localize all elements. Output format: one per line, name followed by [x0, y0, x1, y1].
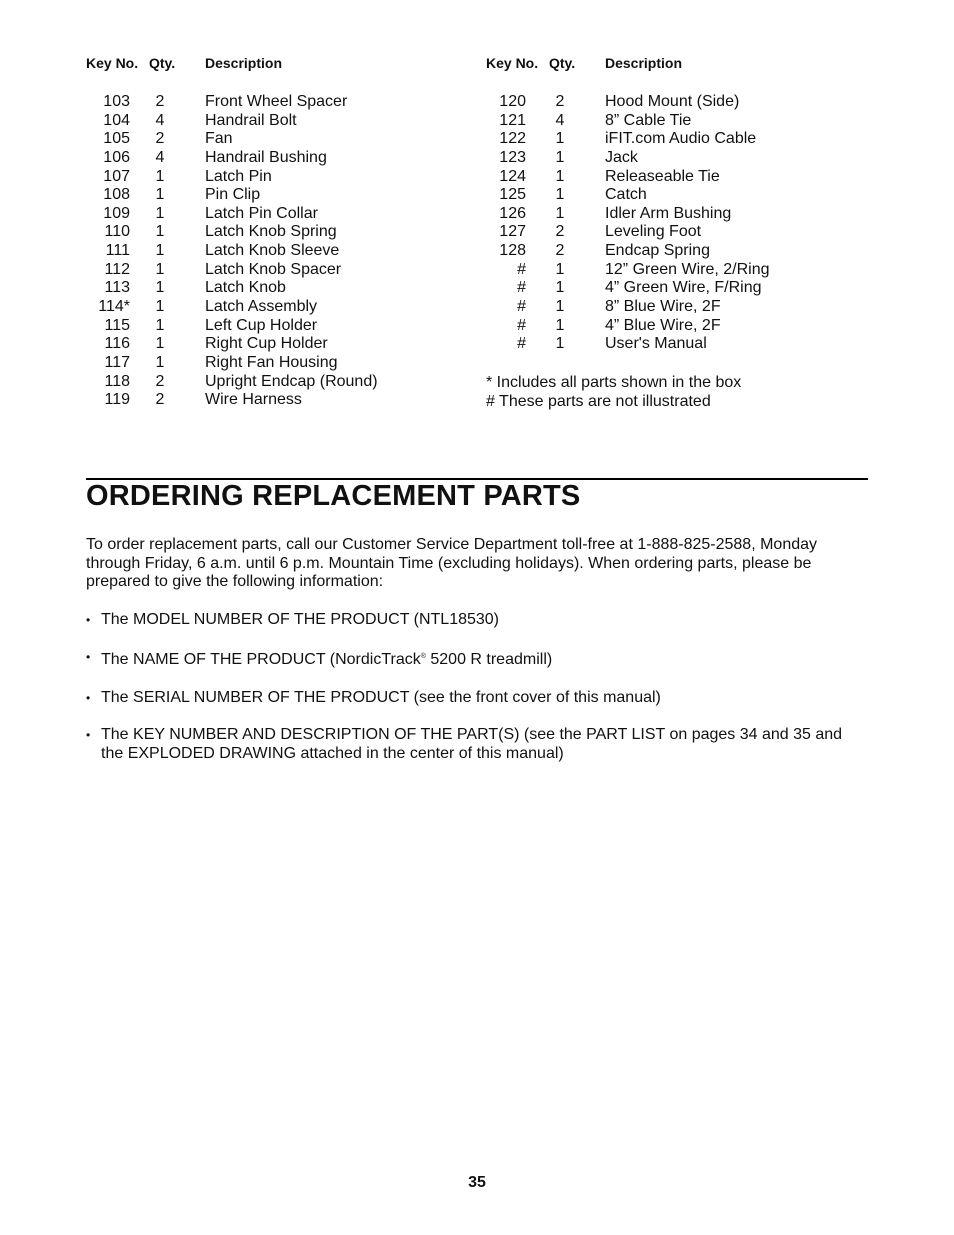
part-key-number: 126	[499, 204, 526, 222]
part-quantity: 2	[555, 242, 565, 260]
parts-list-right	[400, 93, 870, 354]
part-quantity: 1	[555, 148, 565, 166]
part-description: Latch Knob Spring	[205, 223, 337, 241]
part-description: Handrail Bolt	[205, 111, 297, 129]
part-quantity: 1	[155, 242, 165, 260]
part-quantity: 1	[555, 298, 565, 316]
part-quantity: 1	[155, 167, 165, 185]
footnote-hash: # These parts are not illustrated	[486, 393, 711, 410]
part-key-number: 111	[105, 242, 130, 260]
part-description: Leveling Foot	[605, 223, 702, 241]
part-key-number: 121	[499, 111, 526, 129]
key-no-header: Key No.	[486, 55, 539, 71]
description-header: Description	[205, 55, 283, 71]
bullet-icon: •	[86, 650, 91, 665]
qty-header: Qty.	[549, 55, 576, 71]
part-key-number: 128	[499, 242, 526, 260]
part-key-number: 123	[499, 148, 526, 166]
part-quantity: 1	[555, 335, 565, 353]
qty-header: Qty.	[149, 55, 176, 71]
part-quantity: 1	[155, 223, 165, 241]
part-description: Latch Pin	[205, 167, 272, 185]
part-quantity: 1	[155, 260, 165, 278]
bullet-model-number	[86, 611, 868, 630]
bullet-text: The SERIAL NUMBER OF THE PRODUCT (see the front cover of this manual)	[101, 688, 661, 706]
part-quantity: 4	[155, 111, 165, 129]
part-key-number: 115	[104, 316, 130, 334]
part-description: Hood Mount (Side)	[605, 93, 740, 110]
part-description: iFIT.com Audio Cable	[605, 130, 757, 148]
part-description: 4” Green Wire, F/Ring	[605, 279, 762, 297]
part-key-number: 103	[103, 93, 130, 110]
part-key-number: 127	[499, 223, 526, 241]
part-key-number: #	[517, 260, 526, 278]
bullet-serial-number	[86, 689, 868, 708]
part-quantity: 2	[155, 93, 165, 110]
part-description: Right Cup Holder	[205, 335, 328, 353]
description-header: Description	[605, 55, 683, 71]
intro-paragraph: To order replacement parts, call our Customer Service Department toll-free at 1-888-825-2588, Monday through Friday, 6 a.m. until 6 p.m. Mountain Time (excluding holidays). When ordering parts, please be prepared to give the following information:	[86, 536, 818, 591]
part-quantity: 1	[155, 353, 165, 371]
part-description: Front Wheel Spacer	[205, 93, 348, 110]
part-key-number: 125	[499, 186, 526, 204]
part-description: 4” Blue Wire, 2F	[605, 316, 721, 334]
part-quantity: 1	[555, 279, 565, 297]
part-quantity: 1	[555, 130, 565, 148]
part-description: Latch Assembly	[205, 298, 318, 316]
registered-mark: ®	[420, 653, 426, 661]
part-description: Endcap Spring	[605, 242, 710, 260]
part-quantity: 1	[155, 298, 165, 316]
part-row	[400, 298, 870, 317]
part-description: Pin Clip	[205, 186, 261, 204]
part-row	[400, 93, 870, 112]
part-key-number: 118	[104, 372, 130, 390]
part-description: Latch Knob Spacer	[205, 260, 342, 278]
part-description: Idler Arm Bushing	[605, 204, 732, 222]
part-key-number: 107	[103, 167, 130, 185]
part-key-number: 119	[104, 391, 130, 409]
part-row	[400, 317, 870, 336]
part-row	[400, 130, 870, 149]
part-key-number: 105	[103, 130, 130, 148]
part-row	[0, 373, 470, 392]
part-row	[400, 149, 870, 168]
part-row	[0, 354, 470, 373]
info-bullet-list	[86, 611, 868, 782]
footnote-asterisk: * Includes all parts shown in the box	[486, 374, 742, 391]
part-description: Wire Harness	[205, 391, 302, 409]
part-key-number: #	[517, 335, 526, 353]
part-row	[400, 279, 870, 298]
part-description: 8” Blue Wire, 2F	[605, 298, 721, 316]
part-key-number: 120	[499, 93, 526, 110]
footnotes	[486, 373, 741, 411]
part-quantity: 1	[555, 316, 565, 334]
part-key-number: 114*	[98, 298, 130, 316]
part-key-number: 124	[499, 167, 526, 185]
part-row	[400, 205, 870, 224]
part-quantity: 2	[155, 391, 165, 409]
part-description: User's Manual	[605, 335, 707, 353]
bullet-key-number	[86, 726, 868, 763]
part-row	[400, 261, 870, 280]
part-quantity: 4	[555, 111, 565, 129]
part-description: Latch Knob	[205, 279, 286, 297]
part-quantity: 1	[155, 186, 165, 204]
part-quantity: 1	[555, 186, 565, 204]
part-description: 8” Cable Tie	[605, 111, 692, 129]
part-key-number: 112	[104, 260, 130, 278]
part-description: 12” Green Wire, 2/Ring	[605, 260, 770, 278]
part-row	[400, 223, 870, 242]
part-quantity: 2	[155, 130, 165, 148]
part-row	[400, 242, 870, 261]
bullet-icon: •	[86, 613, 91, 627]
part-row	[400, 112, 870, 131]
bullet-text: The MODEL NUMBER OF THE PRODUCT (NTL18530)	[101, 611, 500, 628]
part-quantity: 2	[155, 372, 165, 390]
part-description: Handrail Bushing	[205, 148, 327, 166]
part-row	[400, 186, 870, 205]
part-key-number: #	[517, 298, 526, 316]
part-key-number: 109	[103, 204, 130, 222]
part-description: Fan	[205, 130, 233, 148]
part-description: Right Fan Housing	[205, 353, 338, 371]
part-key-number: #	[517, 316, 526, 334]
part-description: Catch	[605, 186, 647, 204]
part-key-number: 113	[104, 279, 130, 297]
part-quantity: 1	[155, 335, 165, 353]
part-description: Left Cup Holder	[205, 316, 318, 334]
page-number: 35	[468, 1174, 486, 1191]
part-quantity: 2	[555, 223, 565, 241]
part-quantity: 1	[155, 204, 165, 222]
part-key-number: 104	[103, 111, 130, 129]
bullet-text-cont: 5200 R treadmill)	[425, 651, 553, 669]
part-key-number: 116	[104, 335, 130, 353]
part-description: Latch Knob Sleeve	[205, 242, 340, 260]
part-quantity: 1	[555, 260, 565, 278]
part-quantity: 4	[155, 148, 165, 166]
part-key-number: #	[517, 279, 526, 297]
part-description: Releaseable Tie	[605, 167, 720, 185]
part-description: Jack	[605, 148, 638, 166]
part-description: Latch Pin Collar	[205, 204, 318, 222]
part-key-number: 110	[104, 223, 130, 241]
part-key-number: 122	[499, 130, 526, 148]
bullet-icon: •	[86, 690, 91, 705]
part-quantity: 1	[155, 316, 165, 334]
bullet-icon: •	[86, 728, 91, 743]
key-no-header: Key No.	[86, 55, 139, 71]
part-quantity: 1	[155, 279, 165, 297]
part-key-number: 117	[104, 353, 130, 371]
part-key-number: 106	[103, 148, 130, 166]
bullet-product-name	[86, 648, 868, 670]
part-row	[400, 335, 870, 354]
part-quantity: 1	[555, 204, 565, 222]
section-title: ORDERING REPLACEMENT PARTS	[86, 480, 581, 512]
part-quantity: 1	[555, 167, 565, 185]
bullet-text: The NAME OF THE PRODUCT (NordicTrack	[101, 651, 421, 669]
bullet-text: The KEY NUMBER AND DESCRIPTION OF THE PART(S) (see the PART LIST on pages 34 and 35 and the EXPLODED DRAWING attached in the center of this manual)	[101, 726, 843, 762]
part-row	[0, 391, 470, 410]
part-quantity: 2	[555, 93, 565, 110]
part-key-number: 108	[103, 186, 130, 204]
part-row	[400, 168, 870, 187]
part-description: Upright Endcap (Round)	[205, 372, 378, 390]
